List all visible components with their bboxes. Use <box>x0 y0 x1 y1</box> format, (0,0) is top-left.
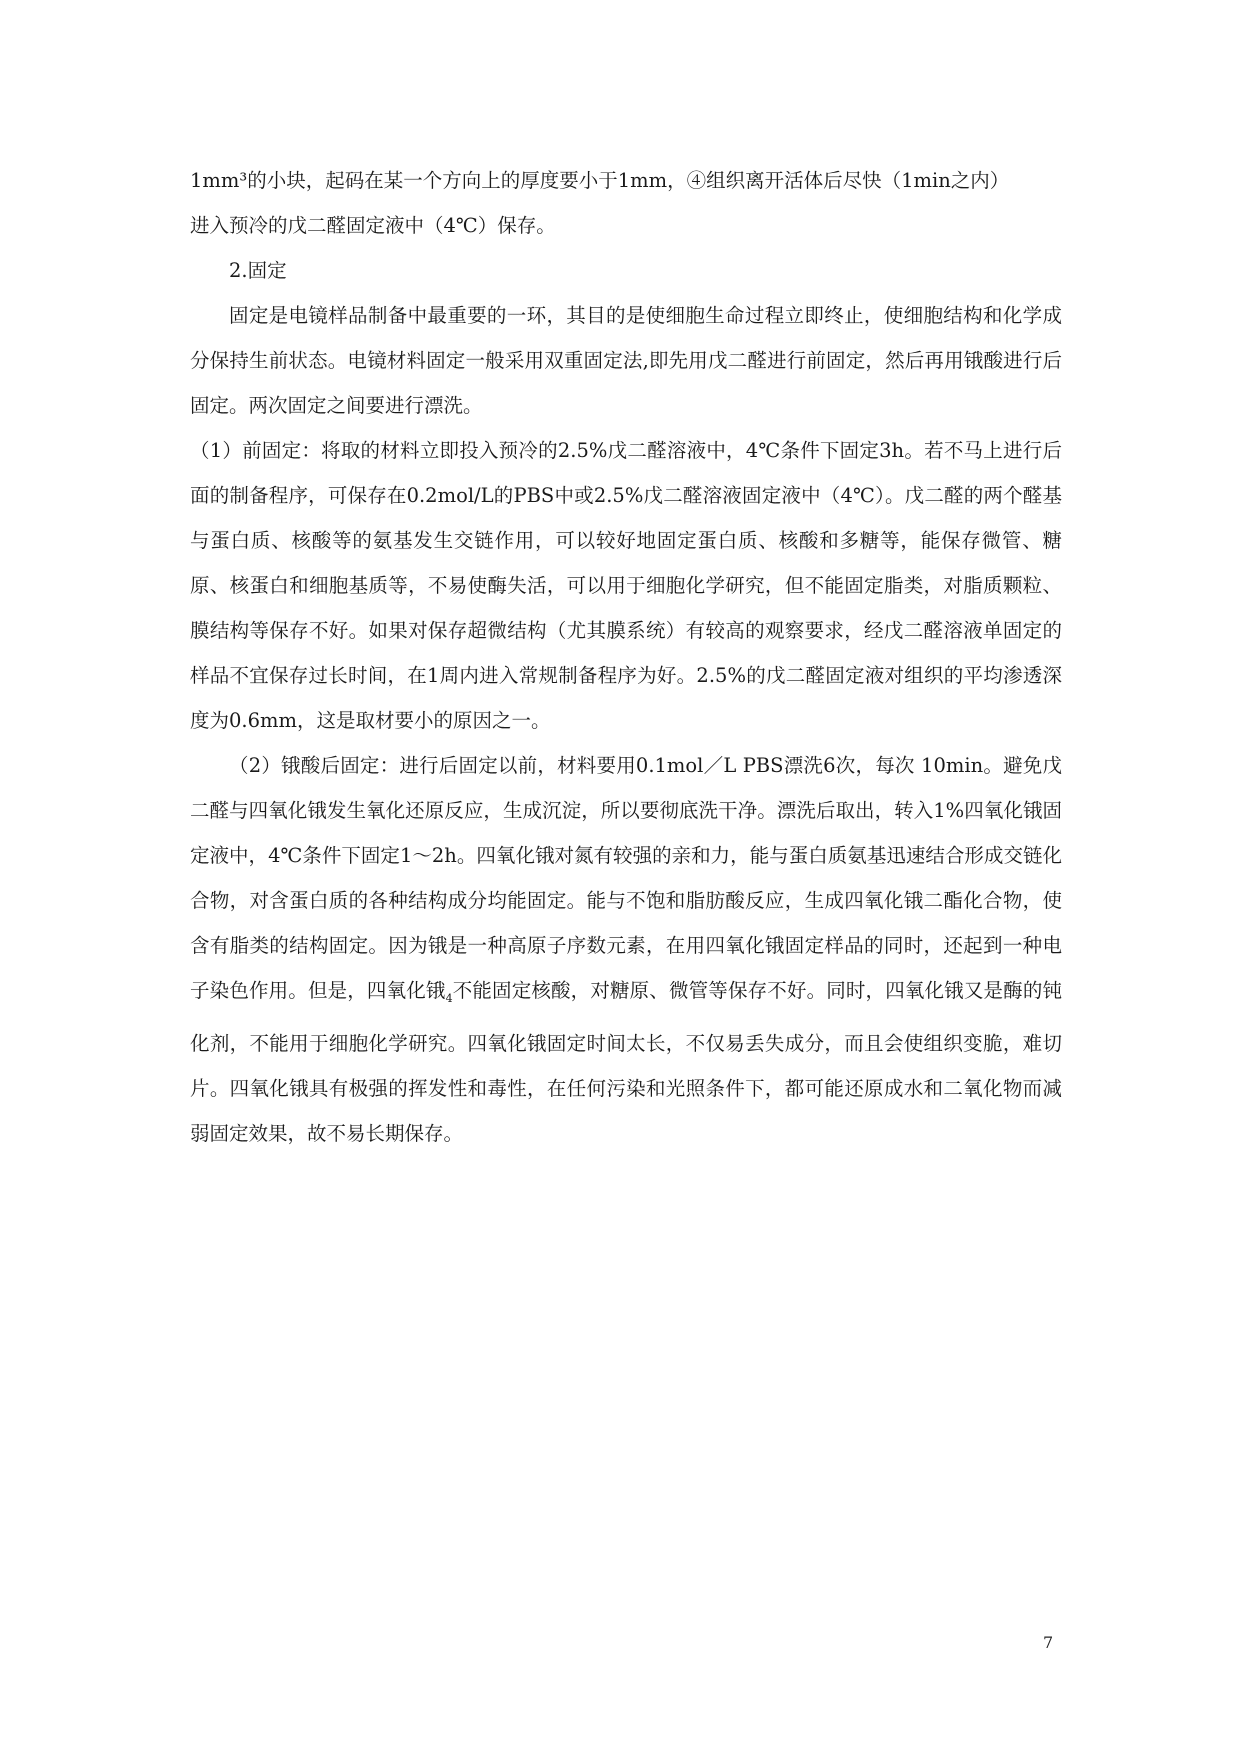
intro-line-1: 1mm³的小块，起码在某一个方向上的厚度要小于1mm，④组织离开活体后尽快（1min之内） <box>190 169 1010 192</box>
fixation-intro-paragraph: 固定是电镜样品制备中最重要的一环，其目的是使细胞生命过程立即终止，使细胞结构和化学成分保持生前状态。电镜材料固定一般采用双重固定法,即先用戊二醛进行前固定，然后再用锇酸进行后固定。两次固定之间要进行漂洗。 <box>190 304 1062 417</box>
post-fixation-text-part1: （2）锇酸后固定：进行后固定以前，材料要用0.1mol／L PBS漂洗6次，每次 10min。避免戊二醛与四氧化锇发生氧化还原反应，生成沉淀，所以要彻底洗干净。漂洗后取出，转入1%四氧化锇固定液中，4℃条件下固定1～2h。四氧化锇对氮有较强的亲和力，能与蛋白质氨基迅速结合形成交链化合物，对含蛋白质的各种结构成分均能固定。能与不饱和脂肪酸反应，生成四氧化锇二酯化合物，使含有脂类的结构固定。因为锇是一种高原子序数元素，在用四氧化锇固定样品的同时，还起到一种电子染色作用。但是，四氧化锇 <box>190 754 1062 1002</box>
page-body <box>190 158 1062 1156</box>
pre-fixation-paragraph: （1）前固定：将取的材料立即投入预冷的2.5%戊二醛溶液中，4℃条件下固定3h。若不马上进行后面的制备程序，可保存在0.2mol/L的PBS中或2.5%戊二醛溶液固定液中（4℃）。戊二醛的两个醛基与蛋白质、核酸等的氨基发生交链作用，可以较好地固定蛋白质、核酸和多糖等，能保存微管、糖原、核蛋白和细胞基质等，不易使酶失活，可以用于细胞化学研究，但不能固定脂类，对脂质颗粒、膜结构等保存不好。如果对保存超微结构（尤其膜系统）有较高的观察要求，经戊二醛溶液单固定的样品不宜保存过长时间，在1周内进入常规制备程序为好。2.5%的戊二醛固定液对组织的平均渗透深度为0.6mm，这是取材要小的原因之一。 <box>190 439 1062 732</box>
post-fixation-paragraph <box>190 743 1062 1156</box>
page-number: 7 <box>1043 1633 1054 1652</box>
post-fixation-text-part2: 不能固定核酸，对糖原、微管等保存不好。同时，四氧化锇又是酶的钝化剂，不能用于细胞化学研究。四氧化锇固定时间太长，不仅易丢失成分，而且会使组织变脆，难切片。四氧化锇具有极强的挥发性和毒性，在任何污染和光照条件下，都可能还原成水和二氧化物而减弱固定效果，故不易长期保存。 <box>190 979 1062 1145</box>
intro-line-2: 进入预冷的戊二醛固定液中（4℃）保存。 <box>190 214 556 237</box>
post-fixation-subscript: 4 <box>445 991 453 1005</box>
section-heading: 2.固定 <box>229 259 287 282</box>
